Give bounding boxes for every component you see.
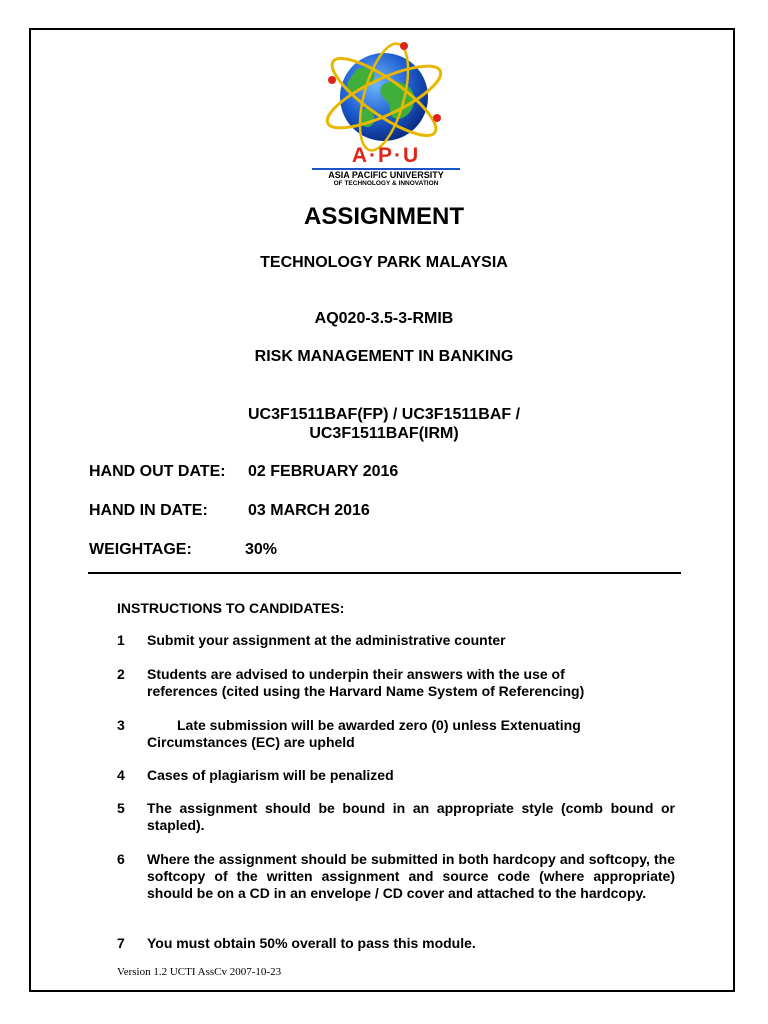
instruction-text: Students are advised to underpin their answers with the use of references (cited using the Harvard Name System of Referencing) (147, 666, 585, 699)
hand-in-value: 03 MARCH 2016 (248, 502, 370, 519)
instruction-number: 1 (117, 632, 125, 648)
instruction-text: Submit your assignment at the administrative counter (147, 632, 506, 648)
logo-name: A·P·U (351, 144, 421, 167)
version-footer: Version 1.2 UCTI AssCv 2007-10-23 (117, 966, 282, 978)
page-title: ASSIGNMENT (303, 203, 464, 230)
apu-logo (304, 40, 468, 190)
instructions-heading: INSTRUCTIONS TO CANDIDATES: (117, 600, 345, 616)
hand-out-value: 02 FEBRUARY 2016 (248, 463, 399, 480)
intake-line-2: UC3F1511BAF(IRM) (309, 425, 459, 442)
divider (88, 572, 681, 574)
location: TECHNOLOGY PARK MALAYSIA (260, 254, 508, 271)
instruction-number: 5 (117, 800, 125, 816)
instruction-number: 3 (117, 717, 125, 733)
hand-out-label: HAND OUT DATE: (89, 463, 226, 480)
module-name: RISK MANAGEMENT IN BANKING (254, 348, 514, 365)
instruction-number: 4 (117, 767, 125, 783)
instruction-text: Late submission will be awarded zero (0) unless Extenuating Circumstances (EC) are upheld (147, 717, 581, 750)
instruction-text: Cases of plagiarism will be penalized (147, 767, 394, 783)
logo-subtitle-2: OF TECHNOLOGY & INNOVATION (333, 180, 439, 187)
instruction-text: Where the assignment should be submitted in both hardcopy and softcopy, the softcopy of the written assignment and source code (where appropriate) should be on a CD in an envelope / CD cover and attached to the hardcopy. (147, 851, 675, 901)
instruction-number: 2 (117, 666, 125, 682)
instruction-number: 7 (117, 935, 125, 951)
weightage-value: 30% (245, 541, 278, 558)
hand-in-label: HAND IN DATE: (89, 502, 208, 519)
instruction-text: The assignment should be bound in an appropriate style (comb bound or stapled). (147, 800, 675, 833)
module-code: AQ020-3.5-3-RMIB (314, 310, 454, 327)
logo-subtitle-1: ASIA PACIFIC UNIVERSITY (328, 170, 444, 180)
instruction-number: 6 (117, 851, 125, 867)
instruction-text: You must obtain 50% overall to pass this module. (147, 935, 476, 951)
weightage-label: WEIGHTAGE: (89, 541, 192, 558)
intake-line-1: UC3F1511BAF(FP) / UC3F1511BAF / (247, 406, 521, 423)
